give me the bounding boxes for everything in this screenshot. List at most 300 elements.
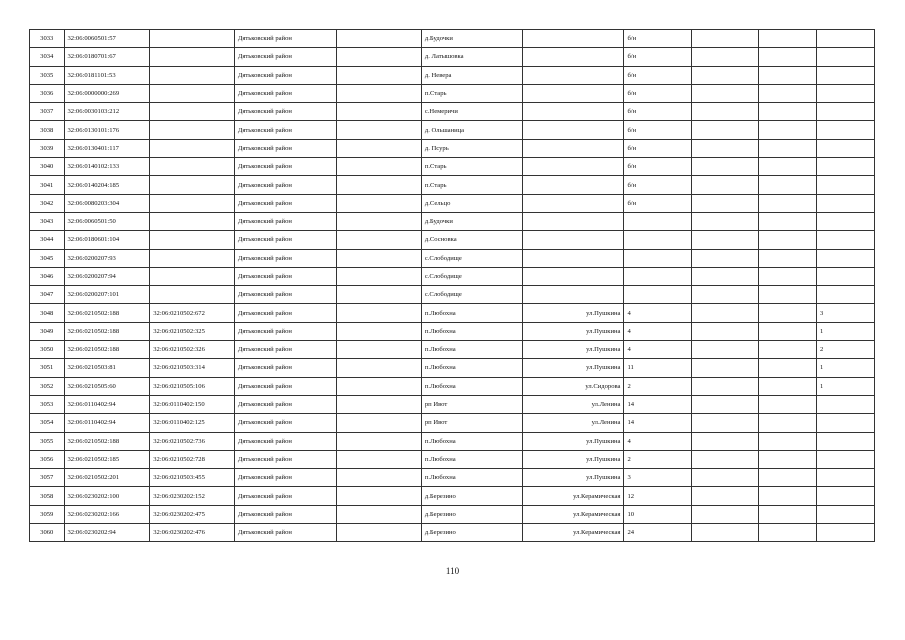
extra-cell [692, 304, 759, 322]
apartment-cell [817, 231, 875, 249]
cadastral-number-cell: 32:06:0130101:176 [64, 121, 150, 139]
page-number: 110 [445, 566, 460, 576]
extra-cell [759, 66, 817, 84]
row-number-cell: 3058 [30, 487, 65, 505]
district-cell: Дятьковский район [234, 304, 336, 322]
street-cell [523, 286, 624, 304]
district-cell: Дятьковский район [234, 395, 336, 413]
house-number-cell: 14 [624, 395, 692, 413]
sub-cadastral-number-cell: 32:06:0210502:736 [150, 432, 235, 450]
blank-cell [337, 432, 422, 450]
district-cell: Дятьковский район [234, 103, 336, 121]
extra-cell [759, 121, 817, 139]
table-row [30, 304, 875, 322]
sub-cadastral-number-cell [150, 249, 235, 267]
street-cell [523, 231, 624, 249]
sub-cadastral-number-cell [150, 121, 235, 139]
extra-cell [692, 395, 759, 413]
extra-cell [692, 249, 759, 267]
extra-cell [692, 524, 759, 542]
row-number-cell: 3048 [30, 304, 65, 322]
apartment-cell [817, 121, 875, 139]
district-cell: Дятьковский район [234, 139, 336, 157]
district-cell: Дятьковский район [234, 377, 336, 395]
house-number-cell: 3 [624, 469, 692, 487]
settlement-cell: п.Старь [421, 158, 522, 176]
house-number-cell: 2 [624, 450, 692, 468]
cadastral-number-cell: 32:06:0210502:201 [64, 469, 150, 487]
apartment-cell [817, 450, 875, 468]
row-number-cell: 3057 [30, 469, 65, 487]
extra-cell [692, 286, 759, 304]
sub-cadastral-number-cell: 32:06:0110402:150 [150, 395, 235, 413]
settlement-cell: п.Любохна [421, 322, 522, 340]
extra-cell [759, 103, 817, 121]
cadastral-number-cell: 32:06:0200207:94 [64, 267, 150, 285]
cadastral-number-cell: 32:06:0210502:188 [64, 304, 150, 322]
apartment-cell [817, 487, 875, 505]
apartment-cell [817, 103, 875, 121]
table-row [30, 84, 875, 102]
apartment-cell: 1 [817, 377, 875, 395]
street-cell [523, 176, 624, 194]
cadastral-number-cell: 32:06:0180601:104 [64, 231, 150, 249]
extra-cell [759, 377, 817, 395]
table-row [30, 286, 875, 304]
street-cell: ул.Керамическая [523, 524, 624, 542]
extra-cell [692, 139, 759, 157]
sub-cadastral-number-cell: 32:06:0110402:125 [150, 414, 235, 432]
extra-cell [759, 267, 817, 285]
street-cell [523, 158, 624, 176]
cadastral-number-cell: 32:06:0210502:185 [64, 450, 150, 468]
cadastral-number-cell: 32:06:0200207:93 [64, 249, 150, 267]
cadastral-number-cell: 32:06:0030103:212 [64, 103, 150, 121]
street-cell [523, 139, 624, 157]
sub-cadastral-number-cell [150, 231, 235, 249]
street-cell [523, 66, 624, 84]
apartment-cell [817, 249, 875, 267]
row-number-cell: 3035 [30, 66, 65, 84]
table-row [30, 377, 875, 395]
street-cell: ул.Ленина [523, 395, 624, 413]
sub-cadastral-number-cell [150, 66, 235, 84]
district-cell: Дятьковский район [234, 176, 336, 194]
sub-cadastral-number-cell: 32:06:0210505:106 [150, 377, 235, 395]
extra-cell [759, 395, 817, 413]
street-cell [523, 121, 624, 139]
apartment-cell [817, 286, 875, 304]
district-cell: Дятьковский район [234, 30, 336, 48]
extra-cell [759, 194, 817, 212]
settlement-cell: п.Старь [421, 176, 522, 194]
extra-cell [759, 139, 817, 157]
street-cell: ул.Пушкина [523, 359, 624, 377]
extra-cell [759, 249, 817, 267]
sub-cadastral-number-cell: 32:06:0230202:475 [150, 505, 235, 523]
settlement-cell: д.Сосновка [421, 231, 522, 249]
apartment-cell: 2 [817, 341, 875, 359]
settlement-cell: с.Немеричи [421, 103, 522, 121]
apartment-cell [817, 158, 875, 176]
settlement-cell: д.Будочки [421, 30, 522, 48]
table-body [30, 30, 875, 542]
settlement-cell: п.Любохна [421, 377, 522, 395]
settlement-cell: с.Слободище [421, 249, 522, 267]
table-row [30, 176, 875, 194]
blank-cell [337, 359, 422, 377]
apartment-cell [817, 30, 875, 48]
street-cell [523, 103, 624, 121]
district-cell: Дятьковский район [234, 158, 336, 176]
district-cell: Дятьковский район [234, 487, 336, 505]
row-number-cell: 3046 [30, 267, 65, 285]
street-cell [523, 30, 624, 48]
settlement-cell: д.Будочки [421, 212, 522, 230]
extra-cell [759, 469, 817, 487]
cadastral-number-cell: 32:06:0230202:100 [64, 487, 150, 505]
table-row [30, 359, 875, 377]
house-number-cell: б/н [624, 121, 692, 139]
settlement-cell: д. Ольшаница [421, 121, 522, 139]
extra-cell [759, 505, 817, 523]
blank-cell [337, 158, 422, 176]
table-row [30, 487, 875, 505]
sub-cadastral-number-cell: 32:06:0210502:326 [150, 341, 235, 359]
cadastral-number-cell: 32:06:0230202:94 [64, 524, 150, 542]
table-row [30, 139, 875, 157]
house-number-cell [624, 231, 692, 249]
extra-cell [692, 121, 759, 139]
settlement-cell: д.Сельцо [421, 194, 522, 212]
apartment-cell [817, 469, 875, 487]
sub-cadastral-number-cell: 32:06:0230202:152 [150, 487, 235, 505]
sub-cadastral-number-cell [150, 194, 235, 212]
street-cell: ул.Сидорова [523, 377, 624, 395]
street-cell: ул.Пушкина [523, 304, 624, 322]
extra-cell [759, 231, 817, 249]
house-number-cell: б/н [624, 84, 692, 102]
extra-cell [692, 505, 759, 523]
blank-cell [337, 286, 422, 304]
settlement-cell: п.Любохна [421, 359, 522, 377]
street-cell: ул.Пушкина [523, 432, 624, 450]
table-row [30, 505, 875, 523]
row-number-cell: 3034 [30, 48, 65, 66]
cadastral-number-cell: 32:06:0140102:133 [64, 158, 150, 176]
table-row [30, 249, 875, 267]
settlement-cell: с.Слободище [421, 286, 522, 304]
table-row [30, 231, 875, 249]
row-number-cell: 3055 [30, 432, 65, 450]
street-cell: ул.Ленина [523, 414, 624, 432]
settlement-cell: рп Ивот [421, 395, 522, 413]
blank-cell [337, 450, 422, 468]
table-row [30, 524, 875, 542]
cadastral-number-cell: 32:06:0210502:188 [64, 322, 150, 340]
extra-cell [692, 450, 759, 468]
blank-cell [337, 524, 422, 542]
extra-cell [692, 158, 759, 176]
sub-cadastral-number-cell [150, 158, 235, 176]
sub-cadastral-number-cell [150, 139, 235, 157]
blank-cell [337, 212, 422, 230]
blank-cell [337, 487, 422, 505]
extra-cell [759, 322, 817, 340]
row-number-cell: 3047 [30, 286, 65, 304]
extra-cell [759, 30, 817, 48]
apartment-cell: 3 [817, 304, 875, 322]
extra-cell [759, 286, 817, 304]
cadastral-number-cell: 32:06:0210503:81 [64, 359, 150, 377]
cadastral-number-cell: 32:06:0060501:57 [64, 30, 150, 48]
apartment-cell [817, 66, 875, 84]
blank-cell [337, 267, 422, 285]
sub-cadastral-number-cell: 32:06:0210502:728 [150, 450, 235, 468]
street-cell: ул.Пушкина [523, 322, 624, 340]
blank-cell [337, 304, 422, 322]
extra-cell [692, 341, 759, 359]
cadastral-number-cell: 32:06:0110402:94 [64, 414, 150, 432]
extra-cell [692, 432, 759, 450]
blank-cell [337, 103, 422, 121]
blank-cell [337, 30, 422, 48]
extra-cell [692, 30, 759, 48]
settlement-cell: п.Любохна [421, 469, 522, 487]
blank-cell [337, 176, 422, 194]
blank-cell [337, 194, 422, 212]
blank-cell [337, 66, 422, 84]
table-row [30, 66, 875, 84]
street-cell [523, 84, 624, 102]
sub-cadastral-number-cell [150, 212, 235, 230]
extra-cell [692, 322, 759, 340]
table-row [30, 341, 875, 359]
extra-cell [759, 432, 817, 450]
street-cell: ул.Пушкина [523, 450, 624, 468]
extra-cell [759, 487, 817, 505]
street-cell: ул.Пушкина [523, 469, 624, 487]
table-row [30, 30, 875, 48]
extra-cell [759, 176, 817, 194]
blank-cell [337, 84, 422, 102]
apartment-cell: 1 [817, 359, 875, 377]
extra-cell [692, 231, 759, 249]
house-number-cell: 4 [624, 432, 692, 450]
settlement-cell: д.Березино [421, 505, 522, 523]
extra-cell [692, 487, 759, 505]
apartment-cell [817, 48, 875, 66]
row-number-cell: 3052 [30, 377, 65, 395]
district-cell: Дятьковский район [234, 341, 336, 359]
extra-cell [692, 377, 759, 395]
table-row [30, 121, 875, 139]
street-cell [523, 194, 624, 212]
house-number-cell: б/н [624, 66, 692, 84]
row-number-cell: 3056 [30, 450, 65, 468]
house-number-cell [624, 212, 692, 230]
house-number-cell [624, 286, 692, 304]
table-row [30, 469, 875, 487]
sub-cadastral-number-cell [150, 84, 235, 102]
street-cell [523, 212, 624, 230]
settlement-cell: п.Любохна [421, 450, 522, 468]
settlement-cell: д. Невера [421, 66, 522, 84]
row-number-cell: 3050 [30, 341, 65, 359]
house-number-cell: 11 [624, 359, 692, 377]
extra-cell [759, 414, 817, 432]
table-row [30, 432, 875, 450]
row-number-cell: 3042 [30, 194, 65, 212]
district-cell: Дятьковский район [234, 469, 336, 487]
district-cell: Дятьковский район [234, 450, 336, 468]
row-number-cell: 3039 [30, 139, 65, 157]
registry-table [29, 29, 875, 542]
extra-cell [759, 450, 817, 468]
house-number-cell: 2 [624, 377, 692, 395]
extra-cell [759, 158, 817, 176]
district-cell: Дятьковский район [234, 66, 336, 84]
house-number-cell: б/н [624, 103, 692, 121]
row-number-cell: 3044 [30, 231, 65, 249]
table-row [30, 267, 875, 285]
apartment-cell [817, 524, 875, 542]
extra-cell [692, 414, 759, 432]
district-cell: Дятьковский район [234, 48, 336, 66]
settlement-cell: д. Псурь [421, 139, 522, 157]
settlement-cell: п.Любохна [421, 304, 522, 322]
blank-cell [337, 249, 422, 267]
extra-cell [759, 524, 817, 542]
extra-cell [692, 267, 759, 285]
house-number-cell: 14 [624, 414, 692, 432]
cadastral-number-cell: 32:06:0110402:94 [64, 395, 150, 413]
blank-cell [337, 48, 422, 66]
extra-cell [759, 48, 817, 66]
blank-cell [337, 377, 422, 395]
street-cell: ул.Керамическая [523, 487, 624, 505]
row-number-cell: 3051 [30, 359, 65, 377]
extra-cell [692, 66, 759, 84]
apartment-cell: 1 [817, 322, 875, 340]
blank-cell [337, 395, 422, 413]
extra-cell [692, 48, 759, 66]
district-cell: Дятьковский район [234, 432, 336, 450]
cadastral-number-cell: 32:06:0181101:53 [64, 66, 150, 84]
district-cell: Дятьковский район [234, 322, 336, 340]
row-number-cell: 3033 [30, 30, 65, 48]
row-number-cell: 3040 [30, 158, 65, 176]
table-row [30, 450, 875, 468]
row-number-cell: 3060 [30, 524, 65, 542]
row-number-cell: 3041 [30, 176, 65, 194]
apartment-cell [817, 139, 875, 157]
extra-cell [759, 84, 817, 102]
settlement-cell: п.Любохна [421, 341, 522, 359]
row-number-cell: 3049 [30, 322, 65, 340]
district-cell: Дятьковский район [234, 231, 336, 249]
street-cell [523, 267, 624, 285]
district-cell: Дятьковский район [234, 194, 336, 212]
house-number-cell: б/н [624, 48, 692, 66]
extra-cell [759, 341, 817, 359]
blank-cell [337, 414, 422, 432]
district-cell: Дятьковский район [234, 84, 336, 102]
house-number-cell: б/н [624, 30, 692, 48]
table-row [30, 158, 875, 176]
extra-cell [692, 194, 759, 212]
street-cell: ул.Керамическая [523, 505, 624, 523]
sub-cadastral-number-cell [150, 30, 235, 48]
row-number-cell: 3045 [30, 249, 65, 267]
apartment-cell [817, 505, 875, 523]
sub-cadastral-number-cell: 32:06:0210502:672 [150, 304, 235, 322]
table-row [30, 194, 875, 212]
house-number-cell: б/н [624, 139, 692, 157]
street-cell [523, 249, 624, 267]
settlement-cell: п.Любохна [421, 432, 522, 450]
apartment-cell [817, 194, 875, 212]
row-number-cell: 3059 [30, 505, 65, 523]
sub-cadastral-number-cell: 32:06:0230202:476 [150, 524, 235, 542]
district-cell: Дятьковский район [234, 505, 336, 523]
settlement-cell: д. Латышовка [421, 48, 522, 66]
cadastral-number-cell: 32:06:0210505:60 [64, 377, 150, 395]
house-number-cell: 10 [624, 505, 692, 523]
house-number-cell: 4 [624, 341, 692, 359]
table-row [30, 322, 875, 340]
extra-cell [692, 176, 759, 194]
district-cell: Дятьковский район [234, 359, 336, 377]
district-cell: Дятьковский район [234, 212, 336, 230]
row-number-cell: 3043 [30, 212, 65, 230]
blank-cell [337, 139, 422, 157]
street-cell [523, 48, 624, 66]
apartment-cell [817, 267, 875, 285]
extra-cell [759, 212, 817, 230]
extra-cell [692, 84, 759, 102]
cadastral-number-cell: 32:06:0140204:185 [64, 176, 150, 194]
apartment-cell [817, 395, 875, 413]
sub-cadastral-number-cell [150, 267, 235, 285]
cadastral-number-cell: 32:06:0000000:269 [64, 84, 150, 102]
apartment-cell [817, 212, 875, 230]
settlement-cell: рп Ивот [421, 414, 522, 432]
district-cell: Дятьковский район [234, 414, 336, 432]
cadastral-number-cell: 32:06:0180701:67 [64, 48, 150, 66]
row-number-cell: 3038 [30, 121, 65, 139]
blank-cell [337, 231, 422, 249]
cadastral-number-cell: 32:06:0130401:117 [64, 139, 150, 157]
district-cell: Дятьковский район [234, 286, 336, 304]
settlement-cell: с.Слободище [421, 267, 522, 285]
sub-cadastral-number-cell [150, 176, 235, 194]
sub-cadastral-number-cell: 32:06:0210502:325 [150, 322, 235, 340]
house-number-cell [624, 249, 692, 267]
extra-cell [692, 212, 759, 230]
house-number-cell [624, 267, 692, 285]
blank-cell [337, 322, 422, 340]
district-cell: Дятьковский район [234, 249, 336, 267]
table-row [30, 212, 875, 230]
row-number-cell: 3037 [30, 103, 65, 121]
cadastral-number-cell: 32:06:0230202:166 [64, 505, 150, 523]
table-row [30, 103, 875, 121]
sub-cadastral-number-cell [150, 48, 235, 66]
sub-cadastral-number-cell: 32:06:0210503:314 [150, 359, 235, 377]
cadastral-number-cell: 32:06:0080203:304 [64, 194, 150, 212]
apartment-cell [817, 432, 875, 450]
